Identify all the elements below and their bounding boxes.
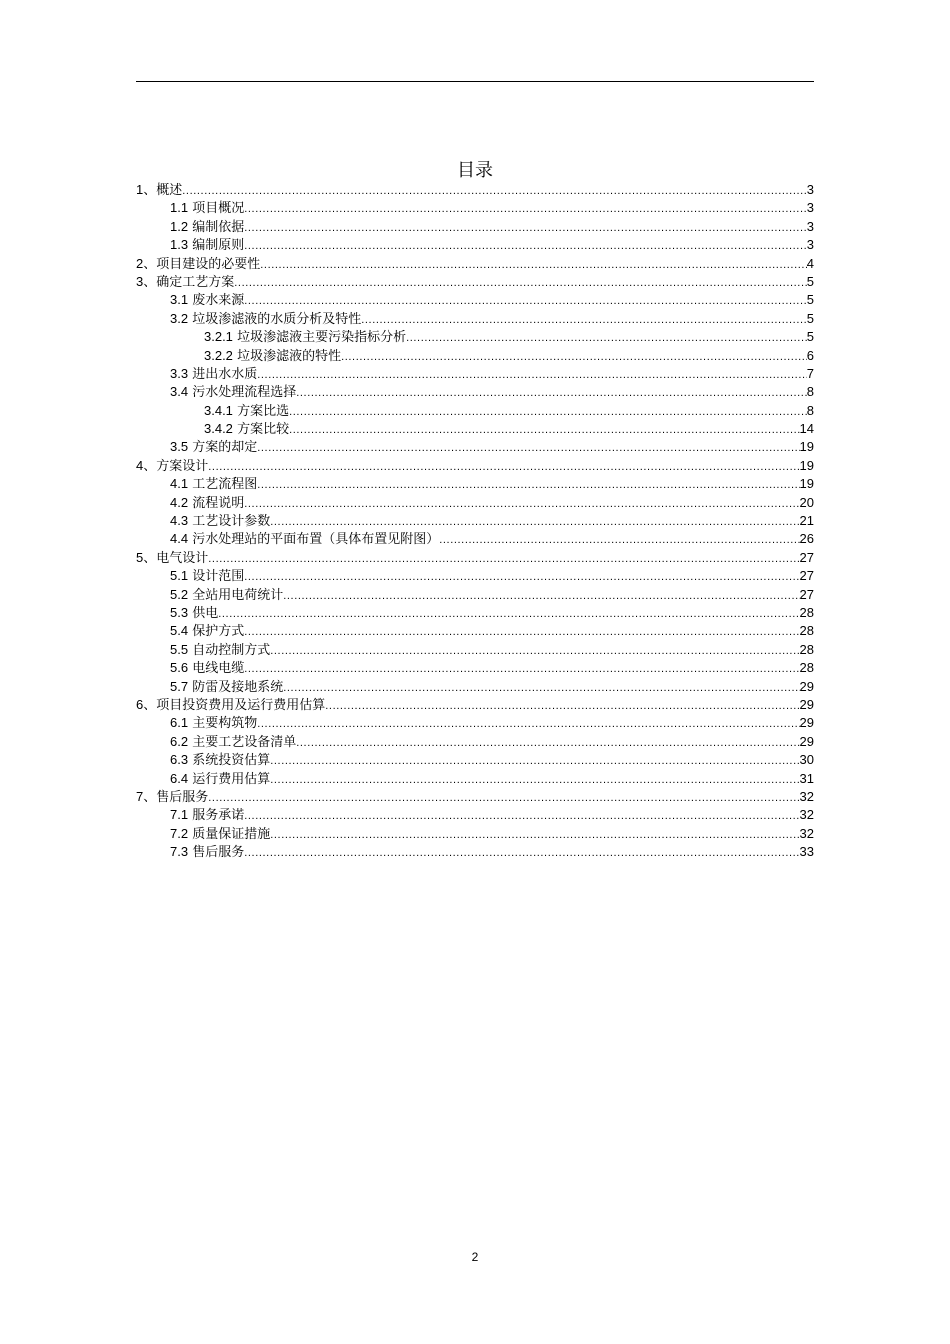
toc-dot-leader — [289, 421, 799, 439]
toc-entry[interactable] — [136, 402, 814, 420]
toc-entry-number: 3.2 — [170, 310, 189, 326]
toc-dot-leader — [244, 844, 799, 862]
toc-entry-number: 6.2 — [170, 733, 189, 749]
toc-entry-page: 27 — [799, 568, 814, 584]
toc-dot-leader — [244, 568, 799, 586]
toc-entry-label — [170, 567, 244, 586]
toc-entry-label — [204, 328, 406, 347]
toc-dot-leader — [257, 476, 799, 494]
toc-entry-number: 3.2.2 — [204, 347, 233, 363]
toc-entry-page: 19 — [799, 457, 814, 473]
toc-entry-label — [170, 586, 283, 605]
toc-entry-page: 7 — [806, 365, 814, 381]
toc-dot-leader — [296, 384, 807, 402]
toc-entry-number: 2 — [136, 255, 144, 271]
toc-entry-label — [136, 549, 208, 568]
toc-dot-leader — [257, 715, 799, 733]
toc-entry-label — [170, 383, 296, 402]
toc-entry-number: 3.1 — [170, 292, 189, 308]
toc-dot-leader — [244, 495, 799, 513]
toc-entry-text: 概述 — [156, 183, 183, 198]
toc-entry-number: 4 — [136, 457, 144, 473]
toc-entry-text: 确定工艺方案 — [156, 274, 235, 290]
toc-entry[interactable] — [136, 347, 814, 365]
toc-entry-text: 主要工艺设备清单 — [192, 734, 297, 750]
toc-entry-page: 14 — [799, 421, 814, 437]
toc-entry-label — [170, 733, 296, 752]
toc-entry-page: 31 — [799, 770, 814, 786]
toc-entry-number: 3.4.2 — [204, 421, 233, 437]
toc-entry-separator: 、 — [143, 256, 157, 272]
toc-dot-leader — [208, 550, 799, 568]
toc-entry[interactable] — [136, 751, 814, 769]
toc-entry[interactable] — [136, 549, 814, 567]
page-number: 2 — [471, 1250, 479, 1264]
toc-entry-page: 3 — [806, 237, 814, 253]
toc-entry-text: 系统投资估算 — [192, 753, 271, 769]
toc-entry-page: 27 — [799, 549, 814, 565]
toc-entry-label — [170, 438, 257, 457]
toc-entry-text: 垃圾渗滤液的水质分析及特性 — [192, 311, 362, 327]
toc-entry-label — [170, 494, 244, 513]
toc-entry-text: 污水处理流程选择 — [192, 385, 297, 401]
toc-entry-page: 5 — [806, 329, 814, 345]
toc-entry-number: 7.2 — [170, 825, 189, 841]
toc-entry-page: 28 — [799, 623, 814, 639]
toc-entry-number: 1 — [136, 182, 144, 197]
toc-dot-leader — [296, 734, 799, 752]
toc-entry-text: 主要构筑物 — [192, 716, 258, 732]
toc-dot-leader — [208, 458, 799, 476]
toc-entry-number: 3 — [136, 273, 144, 289]
toc-entry-text: 电线电缆 — [192, 661, 245, 677]
toc-entry-text: 垃圾渗滤液的特性 — [237, 348, 342, 364]
toc-entry-text: 服务承诺 — [192, 808, 245, 824]
toc-entry-number: 7.3 — [170, 844, 189, 860]
toc-entry-page: 32 — [799, 788, 814, 804]
toc-entry-page: 3 — [806, 218, 814, 234]
toc-title: 目录 — [457, 160, 493, 181]
toc-entry-number: 4.2 — [170, 494, 189, 510]
toc-entry[interactable] — [136, 788, 814, 806]
toc-entry[interactable] — [136, 696, 814, 714]
toc-entry[interactable] — [136, 714, 814, 732]
toc-dot-leader — [244, 237, 807, 255]
toc-entry-label — [136, 457, 208, 476]
toc-entry-page: 29 — [799, 678, 814, 694]
toc-entry[interactable] — [136, 420, 814, 438]
toc-entry-page: 26 — [799, 531, 814, 547]
toc-entry-page: 8 — [806, 402, 814, 418]
toc-entry-number: 5.3 — [170, 604, 189, 620]
toc-entry-label — [170, 310, 361, 329]
toc-entry[interactable] — [136, 494, 814, 512]
toc-entry-text: 防雷及接地系统 — [192, 679, 284, 695]
toc-entry-page: 19 — [799, 476, 814, 492]
toc-entry[interactable] — [136, 383, 814, 401]
toc-entry-label — [170, 770, 270, 789]
toc-entry-label — [136, 181, 182, 200]
toc-dot-leader — [289, 403, 807, 421]
toc-entry[interactable] — [136, 843, 814, 861]
toc-entry-page: 32 — [799, 807, 814, 823]
toc-entry-number: 5.4 — [170, 623, 189, 639]
toc-dot-leader — [325, 697, 799, 715]
toc-dot-leader — [260, 256, 807, 274]
toc-entry-number: 4.3 — [170, 513, 189, 529]
toc-entry[interactable] — [136, 678, 814, 696]
toc-dot-leader — [182, 182, 807, 200]
toc-entry-label — [136, 255, 260, 274]
toc-entry-page: 19 — [799, 439, 814, 455]
toc-dot-leader — [270, 642, 799, 660]
toc-entry-number: 3.4.1 — [204, 402, 233, 418]
toc-entry-page: 29 — [799, 696, 814, 712]
toc-entry-text: 全站用电荷统计 — [192, 587, 284, 603]
toc-dot-leader — [244, 219, 807, 237]
toc-entry-number: 7.1 — [170, 807, 189, 823]
toc-entry[interactable] — [136, 199, 814, 217]
toc-entry-page: 30 — [799, 752, 814, 768]
toc-entry-page: 29 — [799, 733, 814, 749]
toc-dot-leader — [341, 348, 807, 366]
toc-entry-text: 进出水水质 — [192, 366, 258, 382]
toc-entry-separator: 、 — [143, 550, 157, 566]
toc-entry-text: 售后服务 — [156, 789, 209, 805]
toc-dot-leader — [218, 605, 799, 623]
toc-entry-separator: 、 — [143, 458, 157, 474]
toc-entry[interactable] — [136, 604, 814, 622]
toc-entry[interactable] — [136, 641, 814, 659]
toc-entry[interactable] — [136, 328, 814, 346]
toc-entry-number: 6.1 — [170, 715, 189, 731]
toc-entry-label — [170, 714, 257, 733]
toc-entry-page: 5 — [806, 273, 814, 289]
toc-entry[interactable] — [136, 255, 814, 273]
toc-entry-text: 方案的却定 — [192, 440, 258, 456]
toc-entry-number: 5.6 — [170, 660, 189, 676]
toc-entry-text: 方案比较 — [237, 422, 290, 438]
toc-dot-leader — [270, 513, 799, 531]
toc-dot-leader — [270, 752, 799, 770]
toc-entry[interactable] — [136, 273, 814, 291]
toc-dot-leader — [244, 807, 799, 825]
toc-entry-label — [170, 365, 257, 384]
toc-entry-label — [170, 218, 244, 237]
toc-entry-number: 5.1 — [170, 568, 189, 584]
toc-entry-label — [170, 512, 270, 531]
toc-entry-number: 3.5 — [170, 439, 189, 455]
toc-entry-separator: 、 — [143, 697, 157, 713]
toc-entry-page: 3 — [806, 200, 814, 216]
toc-dot-leader — [283, 679, 799, 697]
toc-dot-leader — [439, 531, 799, 549]
toc-entry-text: 方案比选 — [237, 403, 290, 419]
toc-entry-page: 32 — [799, 825, 814, 841]
toc-dot-leader — [234, 274, 807, 292]
toc-entry-label — [204, 420, 289, 439]
toc-entry[interactable] — [136, 622, 814, 640]
toc-entry-page: 28 — [799, 641, 814, 657]
toc-dot-leader — [283, 587, 799, 605]
toc-entry[interactable] — [136, 181, 814, 199]
toc-entry-separator: 、 — [143, 183, 157, 198]
toc-entry[interactable] — [136, 236, 814, 254]
toc-dot-leader — [270, 771, 799, 789]
toc-entry-label — [170, 604, 218, 623]
toc-dot-leader — [208, 789, 799, 807]
toc-entry[interactable] — [136, 475, 814, 493]
toc-entry-text: 编制依据 — [192, 219, 245, 235]
toc-entry[interactable] — [136, 291, 814, 309]
toc-entry-number: 5.5 — [170, 641, 189, 657]
toc-entry-label — [136, 273, 234, 292]
toc-entry-label — [170, 843, 244, 862]
toc-entry[interactable] — [136, 567, 814, 585]
toc-entry-number: 6.3 — [170, 752, 189, 768]
toc-entry-text: 运行费用估算 — [192, 771, 271, 787]
toc-entry-label — [136, 696, 325, 715]
toc-entry-text: 流程说明 — [192, 495, 245, 511]
toc-entry-text: 编制原则 — [192, 238, 245, 254]
toc-entry-page: 21 — [799, 513, 814, 529]
toc-entry[interactable] — [136, 770, 814, 788]
toc-dot-leader — [244, 200, 807, 218]
toc-entry-number: 1.2 — [170, 218, 189, 234]
toc-entry-text: 售后服务 — [192, 845, 245, 861]
toc-entry-number: 4.4 — [170, 531, 189, 547]
toc-entry[interactable] — [136, 310, 814, 328]
toc-dot-leader — [406, 329, 807, 347]
toc-entry-text: 设计范围 — [192, 569, 245, 585]
toc-dot-leader — [361, 311, 807, 329]
toc-entry-number: 1.1 — [170, 200, 189, 216]
toc-entry-separator: 、 — [143, 789, 157, 805]
toc-entry-text: 垃圾渗滤液主要污染指标分析 — [237, 330, 407, 346]
toc-entry-label — [170, 806, 244, 825]
toc-dot-leader — [257, 439, 799, 457]
toc-entry-label — [170, 641, 270, 660]
toc-entry-page: 3 — [806, 182, 814, 197]
toc-entry-number: 6.4 — [170, 770, 189, 786]
toc-entry-number: 3.4 — [170, 384, 189, 400]
toc-dot-leader — [257, 366, 807, 384]
toc-entry-text: 电气设计 — [156, 550, 209, 566]
toc-entry-number: 6 — [136, 696, 144, 712]
table-of-contents — [136, 181, 814, 861]
toc-entry-separator: 、 — [143, 274, 157, 290]
toc-entry-number: 5.2 — [170, 586, 189, 602]
toc-entry-page: 28 — [799, 604, 814, 620]
toc-entry-text: 工艺流程图 — [192, 477, 258, 493]
toc-entry-label — [170, 751, 270, 770]
toc-entry[interactable] — [136, 825, 814, 843]
toc-entry-label — [170, 530, 439, 549]
toc-entry-page: 29 — [799, 715, 814, 731]
toc-dot-leader — [270, 826, 799, 844]
toc-entry-text: 质量保证措施 — [192, 826, 271, 842]
toc-entry[interactable] — [136, 806, 814, 824]
toc-entry-text: 项目概况 — [192, 201, 245, 217]
toc-entry-label — [170, 622, 244, 641]
header-rule — [136, 81, 814, 82]
toc-dot-leader — [244, 623, 799, 641]
toc-entry-page: 20 — [799, 494, 814, 510]
toc-entry-text: 项目建设的必要性 — [156, 256, 261, 272]
toc-entry[interactable] — [136, 586, 814, 604]
toc-entry-page: 8 — [806, 384, 814, 400]
toc-entry-page: 5 — [806, 292, 814, 308]
toc-entry[interactable] — [136, 218, 814, 236]
toc-entry-page: 5 — [806, 310, 814, 326]
toc-entry-text: 项目投资费用及运行费用估算 — [156, 697, 326, 713]
toc-entry-label — [204, 402, 289, 421]
toc-entry-number: 4.1 — [170, 476, 189, 492]
toc-entry-page: 27 — [799, 586, 814, 602]
toc-entry-text: 污水处理站的平面布置（具体布置见附图） — [192, 532, 440, 548]
toc-dot-leader — [244, 660, 799, 678]
toc-entry-label — [170, 659, 244, 678]
toc-entry-text: 自动控制方式 — [192, 642, 271, 658]
toc-entry-number: 3.2.1 — [204, 329, 233, 345]
toc-entry-page: 4 — [806, 255, 814, 271]
toc-entry-label — [170, 678, 283, 697]
toc-entry-number: 5 — [136, 549, 144, 565]
toc-entry-label — [170, 236, 244, 255]
toc-entry-label — [170, 291, 244, 310]
toc-entry-number: 3.3 — [170, 365, 189, 381]
toc-entry-text: 方案设计 — [156, 458, 209, 474]
toc-entry-page: 33 — [799, 844, 814, 860]
toc-entry-number: 5.7 — [170, 678, 189, 694]
toc-entry-text: 工艺设计参数 — [192, 514, 271, 530]
toc-entry-text: 供电 — [192, 605, 219, 621]
toc-entry-label — [170, 199, 244, 218]
toc-entry-text: 保护方式 — [192, 624, 245, 640]
toc-entry[interactable] — [136, 733, 814, 751]
toc-entry-label — [170, 475, 257, 494]
toc-entry-label — [136, 788, 208, 807]
toc-entry-text: 废水来源 — [192, 293, 245, 309]
toc-entry[interactable] — [136, 659, 814, 677]
toc-entry-label — [170, 825, 270, 844]
toc-entry[interactable] — [136, 530, 814, 548]
toc-entry-label — [204, 347, 341, 366]
toc-entry-number: 7 — [136, 788, 144, 804]
toc-entry[interactable] — [136, 512, 814, 530]
toc-entry-page: 6 — [806, 347, 814, 363]
toc-entry-number: 1.3 — [170, 237, 189, 253]
toc-entry[interactable] — [136, 438, 814, 456]
toc-entry[interactable] — [136, 365, 814, 383]
toc-entry[interactable] — [136, 457, 814, 475]
toc-entry-page: 28 — [799, 660, 814, 676]
toc-dot-leader — [244, 292, 807, 310]
